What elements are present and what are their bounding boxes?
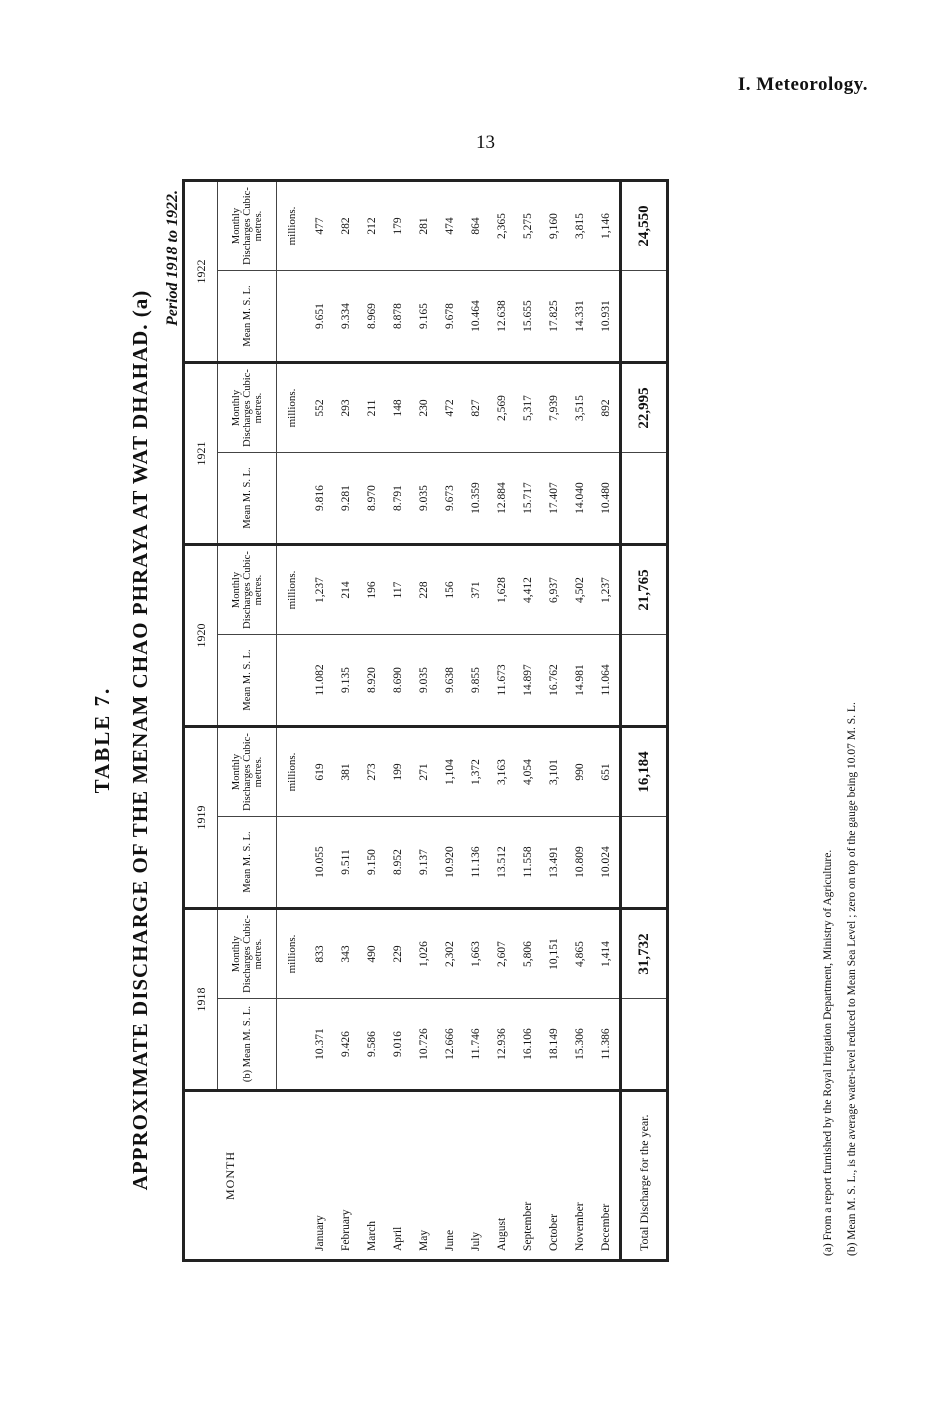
discharge-cell: 230	[411, 363, 437, 453]
msl-cell: 11.082	[307, 635, 333, 727]
total-label: Total Discharge for the year.	[621, 1091, 668, 1261]
units-label: millions.	[277, 181, 308, 271]
discharge-cell: 3,101	[541, 727, 567, 817]
footnote-b: (b) Mean M. S. L., is the average water-level reduced to Mean Sea Level ; zero on top of the gauge being 10.07 M. S. L.	[846, 702, 858, 1256]
msl-cell: 9.035	[411, 635, 437, 727]
msl-cell: 10.480	[593, 453, 621, 545]
msl-cell: 9.334	[333, 271, 359, 363]
units-label: millions.	[277, 545, 308, 635]
msl-cell: 15.717	[515, 453, 541, 545]
msl-header: Mean M. S. L.	[218, 271, 277, 363]
discharge-cell: 1,628	[489, 545, 515, 635]
msl-cell: 8.791	[385, 453, 411, 545]
footnote-a: (a) From a report furnished by the Royal Irrigation Department, Ministry of Agriculture.	[822, 849, 834, 1256]
discharge-cell: 293	[333, 363, 359, 453]
msl-cell: 9.135	[333, 635, 359, 727]
msl-cell: 16.762	[541, 635, 567, 727]
msl-cell: 14.897	[515, 635, 541, 727]
table-row	[437, 181, 463, 1261]
msl-cell: 9.678	[437, 271, 463, 363]
msl-cell: 9.673	[437, 453, 463, 545]
msl-cell: 15.306	[567, 999, 593, 1091]
table-row	[333, 181, 359, 1261]
discharge-header: Monthly Discharges Cubic-metres.	[218, 363, 277, 453]
discharge-cell: 552	[307, 363, 333, 453]
month-cell: February	[333, 1091, 359, 1261]
discharge-cell: 1,237	[307, 545, 333, 635]
msl-cell: 9.586	[359, 999, 385, 1091]
year-header-1919: 1919	[184, 727, 218, 909]
msl-cell: 11.746	[463, 999, 489, 1091]
discharge-cell: 864	[463, 181, 489, 271]
discharge-table	[182, 179, 669, 1262]
msl-cell: 18.149	[541, 999, 567, 1091]
msl-cell: 8.920	[359, 635, 385, 727]
msl-cell: 9.150	[359, 817, 385, 909]
discharge-cell: 3,515	[567, 363, 593, 453]
msl-cell: 14.040	[567, 453, 593, 545]
msl-cell: 11.558	[515, 817, 541, 909]
msl-cell: 9.281	[333, 453, 359, 545]
table-label: TABLE 7.	[90, 686, 114, 794]
table-row	[567, 181, 593, 1261]
msl-cell: 9.035	[411, 453, 437, 545]
year-header-1922: 1922	[184, 181, 218, 363]
total-cell: 16,184	[621, 727, 668, 817]
msl-cell: 11.064	[593, 635, 621, 727]
msl-cell: 10.809	[567, 817, 593, 909]
discharge-cell: 5,806	[515, 909, 541, 999]
msl-header: Mean M. S. L.	[218, 817, 277, 909]
discharge-cell: 892	[593, 363, 621, 453]
table-row	[359, 181, 385, 1261]
discharge-cell: 229	[385, 909, 411, 999]
discharge-cell: 990	[567, 727, 593, 817]
msl-header: Mean M. S. L.	[218, 453, 277, 545]
discharge-cell: 7,939	[541, 363, 567, 453]
year-header-1918: 1918	[184, 909, 218, 1091]
discharge-cell: 651	[593, 727, 621, 817]
table-row	[411, 181, 437, 1261]
discharge-cell: 5,275	[515, 181, 541, 271]
msl-cell: 9.426	[333, 999, 359, 1091]
msl-cell: 11.673	[489, 635, 515, 727]
discharge-cell: 1,414	[593, 909, 621, 999]
table-row	[385, 181, 411, 1261]
discharge-header: Monthly Discharges Cubic-metres.	[218, 727, 277, 817]
msl-cell: 8.878	[385, 271, 411, 363]
discharge-cell: 1,372	[463, 727, 489, 817]
msl-cell: 8.969	[359, 271, 385, 363]
msl-cell: 12.638	[489, 271, 515, 363]
discharge-cell: 5,317	[515, 363, 541, 453]
table-row	[515, 181, 541, 1261]
msl-cell: 9.855	[463, 635, 489, 727]
total-row	[621, 181, 668, 1261]
msl-cell: 9.638	[437, 635, 463, 727]
month-cell: November	[567, 1091, 593, 1261]
discharge-cell: 211	[359, 363, 385, 453]
discharge-cell: 9,160	[541, 181, 567, 271]
total-spacer	[621, 999, 668, 1091]
discharge-cell: 3,163	[489, 727, 515, 817]
year-header-1920: 1920	[184, 545, 218, 727]
discharge-cell: 1,663	[463, 909, 489, 999]
discharge-cell: 282	[333, 181, 359, 271]
msl-cell: 10.371	[307, 999, 333, 1091]
msl-cell: 13.491	[541, 817, 567, 909]
msl-cell: 15.655	[515, 271, 541, 363]
msl-cell: 13.512	[489, 817, 515, 909]
table-row	[593, 181, 621, 1261]
month-cell: January	[307, 1091, 333, 1261]
msl-cell: 14.331	[567, 271, 593, 363]
discharge-cell: 214	[333, 545, 359, 635]
discharge-header: Monthly Discharges Cubic-metres.	[218, 545, 277, 635]
discharge-cell: 273	[359, 727, 385, 817]
discharge-cell: 148	[385, 363, 411, 453]
total-spacer	[621, 453, 668, 545]
msl-cell: 12.666	[437, 999, 463, 1091]
total-cell: 21,765	[621, 545, 668, 635]
msl-cell: 9.511	[333, 817, 359, 909]
month-cell: September	[515, 1091, 541, 1261]
units-label: millions.	[277, 909, 308, 999]
units-label: millions.	[277, 363, 308, 453]
total-spacer	[621, 817, 668, 909]
discharge-cell: 281	[411, 181, 437, 271]
discharge-cell: 4,054	[515, 727, 541, 817]
total-cell: 24,550	[621, 181, 668, 271]
discharge-cell: 2,569	[489, 363, 515, 453]
total-spacer	[621, 271, 668, 363]
msl-cell: 10.464	[463, 271, 489, 363]
discharge-cell: 490	[359, 909, 385, 999]
table-row	[463, 181, 489, 1261]
msl-cell: 16.106	[515, 999, 541, 1091]
msl-cell: 12.936	[489, 999, 515, 1091]
msl-cell: 17.825	[541, 271, 567, 363]
discharge-header: Monthly Discharges Cubic-metres.	[218, 909, 277, 999]
discharge-cell: 1,237	[593, 545, 621, 635]
discharge-cell: 381	[333, 727, 359, 817]
discharge-cell: 371	[463, 545, 489, 635]
discharge-cell: 228	[411, 545, 437, 635]
table-title: APPROXIMATE DISCHARGE OF THE MENAM CHAO PHRAYA AT WAT DHAHAD. (a)	[128, 289, 152, 1191]
msl-cell: 8.690	[385, 635, 411, 727]
discharge-cell: 196	[359, 545, 385, 635]
section-heading: I. Meteorology.	[737, 74, 868, 95]
msl-cell: 9.165	[411, 271, 437, 363]
discharge-cell: 4,502	[567, 545, 593, 635]
discharge-cell: 271	[411, 727, 437, 817]
msl-cell: 11.386	[593, 999, 621, 1091]
total-cell: 31,732	[621, 909, 668, 999]
discharge-header: Monthly Discharges Cubic-metres.	[218, 181, 277, 271]
discharge-cell: 156	[437, 545, 463, 635]
msl-cell: 9.016	[385, 999, 411, 1091]
discharge-cell: 2,302	[437, 909, 463, 999]
discharge-cell: 6,937	[541, 545, 567, 635]
month-cell: April	[385, 1091, 411, 1261]
discharge-cell: 212	[359, 181, 385, 271]
discharge-cell: 117	[385, 545, 411, 635]
units-spacer	[277, 1091, 308, 1261]
msl-cell: 10.931	[593, 271, 621, 363]
table-row	[307, 181, 333, 1261]
month-column-header: MONTH	[184, 1091, 277, 1261]
msl-cell: 9.137	[411, 817, 437, 909]
msl-cell: 9.816	[307, 453, 333, 545]
msl-cell: 8.970	[359, 453, 385, 545]
msl-cell: 10.726	[411, 999, 437, 1091]
month-cell: December	[593, 1091, 621, 1261]
discharge-cell: 4,865	[567, 909, 593, 999]
discharge-cell: 4,412	[515, 545, 541, 635]
discharge-cell: 833	[307, 909, 333, 999]
discharge-cell: 10,151	[541, 909, 567, 999]
units-label: millions.	[277, 727, 308, 817]
discharge-cell: 1,026	[411, 909, 437, 999]
discharge-cell: 199	[385, 727, 411, 817]
discharge-cell: 179	[385, 181, 411, 271]
year-header-1921: 1921	[184, 363, 218, 545]
msl-cell: 9.651	[307, 271, 333, 363]
msl-cell: 8.952	[385, 817, 411, 909]
month-cell: July	[463, 1091, 489, 1261]
msl-cell: 17.407	[541, 453, 567, 545]
msl-cell: 10.920	[437, 817, 463, 909]
msl-cell: 10.024	[593, 817, 621, 909]
discharge-cell: 1,104	[437, 727, 463, 817]
month-cell: October	[541, 1091, 567, 1261]
discharge-cell: 1,146	[593, 181, 621, 271]
table-row	[489, 181, 515, 1261]
msl-cell: 11.136	[463, 817, 489, 909]
msl-header: Mean M. S. L.	[218, 635, 277, 727]
month-cell: June	[437, 1091, 463, 1261]
page-number: 13	[476, 132, 495, 153]
total-cell: 22,995	[621, 363, 668, 453]
discharge-cell: 2,607	[489, 909, 515, 999]
month-cell: March	[359, 1091, 385, 1261]
msl-cell: 10.055	[307, 817, 333, 909]
month-cell: August	[489, 1091, 515, 1261]
discharge-cell: 3,815	[567, 181, 593, 271]
discharge-cell: 343	[333, 909, 359, 999]
total-spacer	[621, 635, 668, 727]
table-row	[541, 181, 567, 1261]
rotated-table-page	[82, 187, 862, 1290]
discharge-cell: 474	[437, 181, 463, 271]
discharge-cell: 477	[307, 181, 333, 271]
discharge-cell: 827	[463, 363, 489, 453]
msl-cell: 12.884	[489, 453, 515, 545]
msl-cell: 10.359	[463, 453, 489, 545]
discharge-cell: 472	[437, 363, 463, 453]
msl-cell: 14.981	[567, 635, 593, 727]
month-cell: May	[411, 1091, 437, 1261]
msl-header: (b) Mean M. S. L.	[218, 999, 277, 1091]
discharge-cell: 619	[307, 727, 333, 817]
discharge-cell: 2,365	[489, 181, 515, 271]
period-label: Period 1918 to 1922.	[164, 190, 181, 326]
